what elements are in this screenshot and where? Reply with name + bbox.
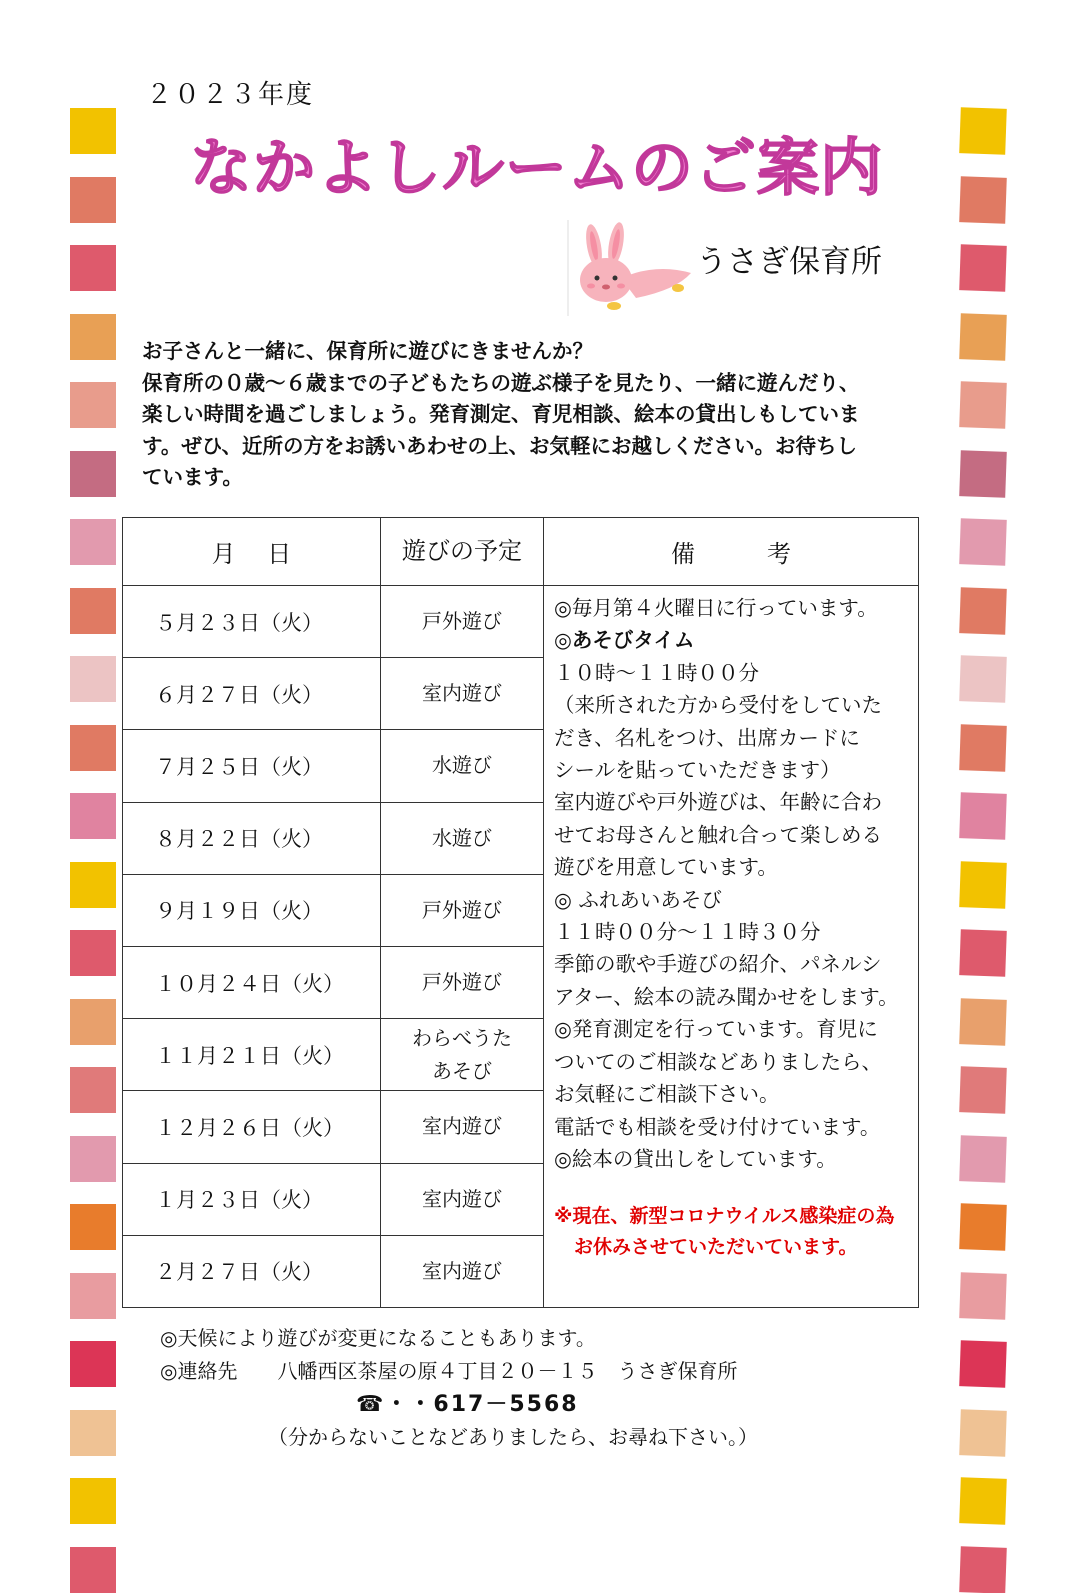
border-square: [70, 725, 116, 771]
border-square: [70, 1341, 116, 1387]
closing-note: （分からないことなどありましたら、お尋ね下さい。）: [268, 1425, 758, 1449]
border-square: [959, 176, 1007, 224]
date-cell: ７月２５日（火）: [123, 730, 381, 802]
intro-line: 楽しい時間を過ごしましょう。発育測定、育児相談、絵本の貸出しもしていま: [142, 402, 860, 426]
note-line: ◎毎月第４火曜日に行っています。: [554, 596, 878, 620]
note-line: ついてのご相談などありましたら、: [554, 1049, 882, 1074]
border-square: [959, 1066, 1007, 1114]
covid-warning: ※現在、新型コロナウイルス感染症の為: [554, 1205, 895, 1228]
date-cell: ２月２７日（火）: [123, 1235, 381, 1307]
activity-cell: 戸外遊び: [381, 946, 544, 1018]
intro-line: お子さんと一緒に、保育所に遊びにきませんか？: [142, 339, 593, 363]
border-square: [70, 108, 116, 154]
contact-address: ◎連絡先 八幡西区茶屋の原４丁目２０－１５ うさぎ保育所: [160, 1359, 738, 1383]
schedule-table: [122, 517, 919, 1308]
activity-cell: 室内遊び: [381, 1235, 544, 1307]
left-decorative-border: [70, 0, 122, 1528]
border-square: [70, 1410, 116, 1456]
border-square: [70, 1136, 116, 1182]
border-square: [959, 313, 1007, 361]
intro-text: [142, 336, 922, 494]
border-square: [70, 999, 116, 1045]
border-square: [70, 314, 116, 360]
covid-warning: お休みさせていただいています。: [574, 1236, 858, 1259]
note-line: せてお母さんと触れ合って楽しめる: [554, 822, 882, 847]
activity-cell: 戸外遊び: [381, 874, 544, 946]
border-square: [70, 1547, 116, 1593]
border-square: [70, 177, 116, 223]
spacer: [554, 1175, 918, 1201]
note-line: ◎ ふれあいあそび: [554, 887, 722, 912]
note-line: ◎絵本の貸出しをしています。: [554, 1146, 837, 1171]
border-square: [70, 1067, 116, 1113]
note-line: （来所された方から受付をしていた: [554, 693, 882, 718]
border-square: [959, 1135, 1007, 1183]
activity-cell: 室内遊び: [381, 658, 544, 730]
border-square: [959, 861, 1007, 909]
date-cell: ８月２２日（火）: [123, 802, 381, 874]
border-square: [959, 792, 1007, 840]
table-header-row: [123, 518, 919, 586]
border-square: [70, 451, 116, 497]
rabbit-illustration: [566, 218, 696, 318]
date-cell: ６月２７日（火）: [123, 658, 381, 730]
header-activity: 遊びの予定: [381, 518, 544, 586]
border-square: [959, 724, 1007, 772]
activity-cell: 室内遊び: [381, 1163, 544, 1235]
border-square: [959, 244, 1007, 292]
note-line: 室内遊びや戸外遊びは、年齢に合わ: [554, 790, 882, 815]
border-square: [959, 1272, 1007, 1320]
note-line: 電話でも相談を受け付けています。: [554, 1114, 881, 1139]
organization-name: うさぎ保育所: [696, 244, 882, 280]
intro-line: ています。: [142, 465, 243, 489]
border-square: [70, 588, 116, 634]
date-cell: ５月２３日（火）: [123, 586, 381, 658]
border-square: [959, 1477, 1007, 1525]
intro-line: す。ぜひ、近所の方をお誘いあわせの上、お気軽にお越しください。お待ちし: [142, 433, 858, 458]
border-square: [70, 382, 116, 428]
header-date: 月 日: [123, 518, 381, 586]
border-square: [959, 1546, 1007, 1593]
border-square: [959, 1409, 1007, 1457]
note-line: １０時～１１時００分: [554, 660, 759, 685]
note-line: アター、絵本の読み聞かせをします。: [554, 984, 899, 1009]
date-cell: １１月２１日（火）: [123, 1019, 381, 1091]
activity-cell: [381, 1019, 544, 1091]
border-square: [959, 450, 1007, 498]
border-square: [70, 1478, 116, 1524]
date-cell: １２月２６日（火）: [123, 1091, 381, 1163]
note-line: １１時００分～１１時３０分: [554, 920, 821, 945]
border-square: [959, 998, 1007, 1046]
border-square: [959, 381, 1007, 429]
border-square: [70, 245, 116, 291]
border-square: [959, 587, 1007, 635]
right-decorative-border: [960, 0, 1012, 1528]
note-line: だき、名札をつけ、出席カードに: [554, 725, 860, 750]
border-square: [959, 1340, 1007, 1388]
note-line: シールを貼っていただきます）: [554, 758, 841, 783]
date-cell: １０月２４日（火）: [123, 946, 381, 1018]
notes-cell: [544, 586, 919, 1308]
page-title: なかよしルームのご案内: [190, 131, 884, 204]
footer: [160, 1322, 860, 1454]
activity-cell: 水遊び: [381, 802, 544, 874]
border-square: [959, 929, 1007, 977]
border-square: [70, 1273, 116, 1319]
fiscal-year: ２０２３年度: [146, 80, 315, 110]
activity-cell: 水遊び: [381, 730, 544, 802]
weather-note: ◎天候により遊びが変更になることもあります。: [160, 1326, 596, 1350]
note-line: 遊びを用意しています。: [554, 855, 778, 880]
note-line: ◎あそびタイム: [554, 628, 695, 653]
note-line: お気軽にご相談下さい。: [554, 1082, 780, 1107]
intro-line: 保育所の０歳～６歳までの子どもたちの遊ぶ様子を見たり、一緒に遊んだり、: [142, 370, 860, 395]
border-square: [70, 862, 116, 908]
activity-line: あそび: [432, 1058, 492, 1083]
border-square: [70, 930, 116, 976]
date-cell: １月２３日（火）: [123, 1163, 381, 1235]
border-square: [70, 656, 116, 702]
border-square: [70, 1204, 116, 1250]
activity-line: わらべうた: [412, 1025, 512, 1050]
date-cell: ９月１９日（火）: [123, 874, 381, 946]
border-square: [959, 655, 1007, 703]
border-square: [959, 518, 1007, 566]
border-square: [959, 1203, 1007, 1251]
table-row: [123, 586, 919, 658]
activity-cell: 戸外遊び: [381, 586, 544, 658]
border-square: [70, 793, 116, 839]
border-square: [70, 519, 116, 565]
header-notes: 備 考: [544, 518, 919, 586]
phone-number: ☎・・617－5568: [356, 1392, 579, 1417]
note-line: ◎発育測定を行っています。育児に: [554, 1017, 878, 1042]
border-square: [959, 107, 1007, 155]
activity-cell: 室内遊び: [381, 1091, 544, 1163]
note-line: 季節の歌や手遊びの紹介、パネルシ: [554, 952, 882, 977]
